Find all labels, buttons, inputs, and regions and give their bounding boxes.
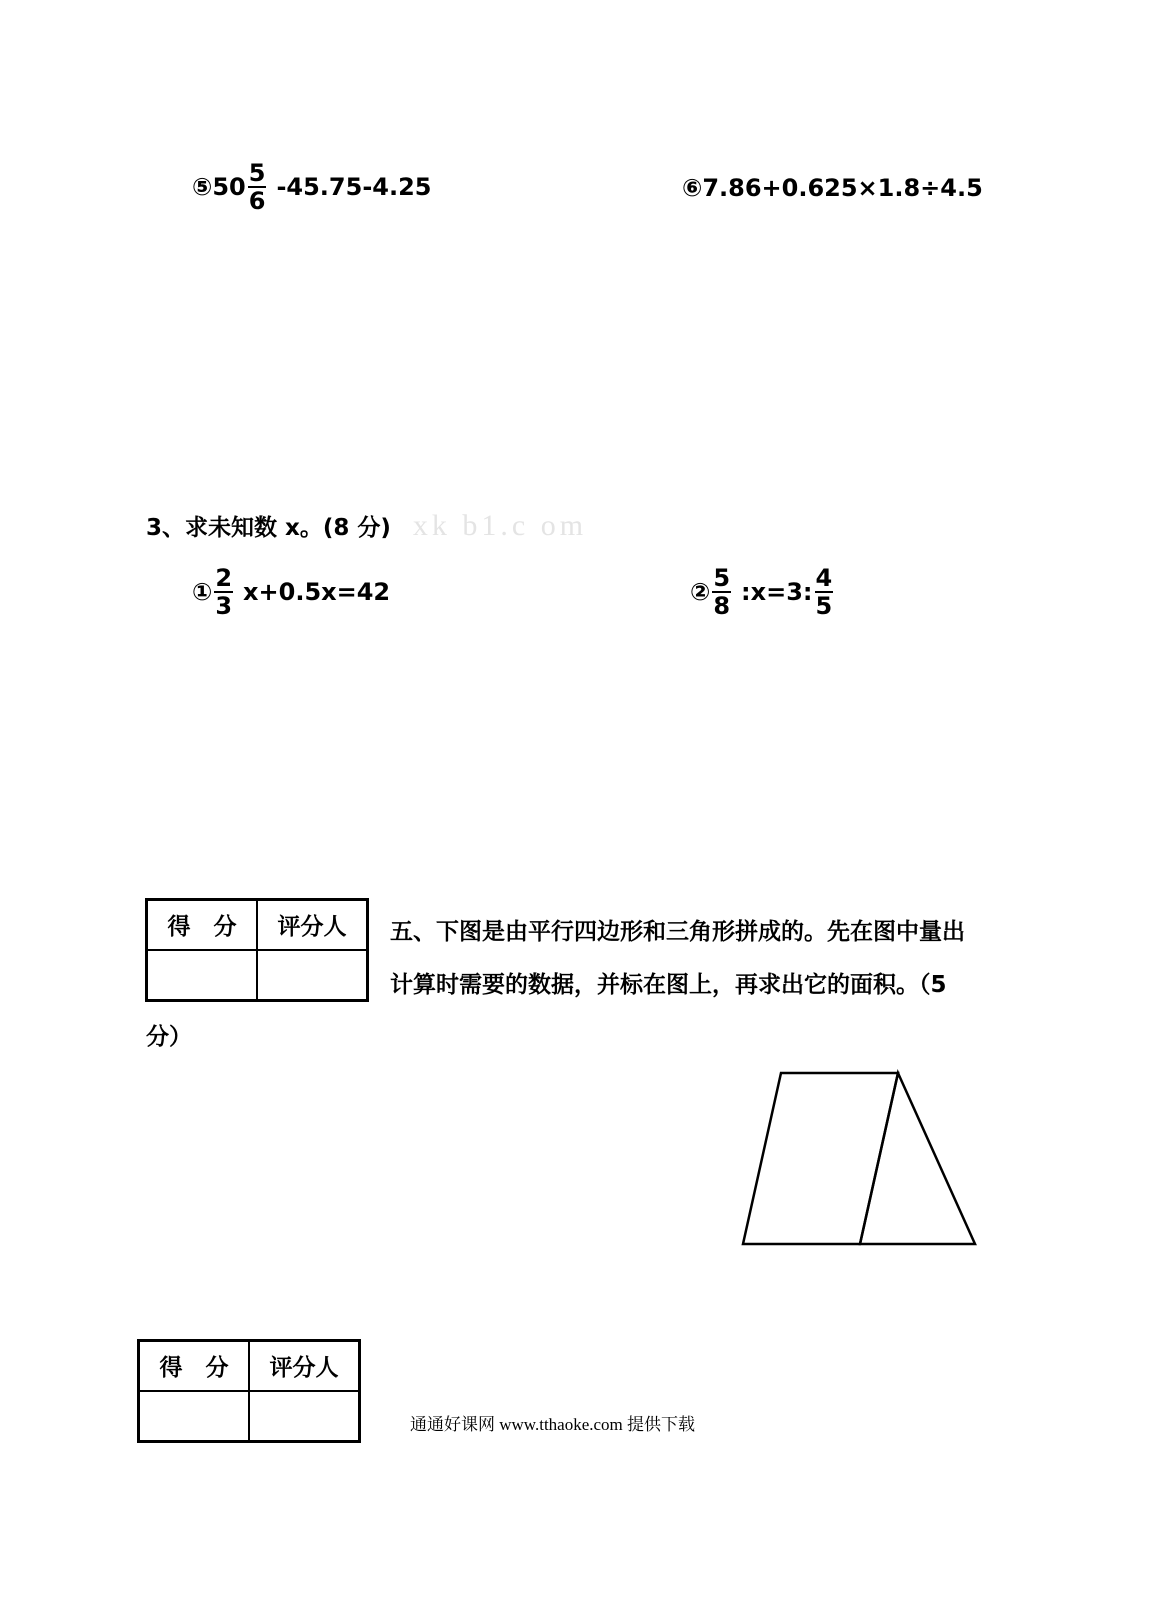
- equation-2-fraction-1: [712, 565, 731, 619]
- grader-cell[interactable]: [249, 1391, 360, 1442]
- fraction-numerator: 5: [713, 564, 731, 592]
- fraction-denominator: 5: [815, 592, 833, 620]
- section-5-line-3: 分）: [146, 1024, 192, 1050]
- section-3-heading: [146, 509, 587, 543]
- fraction-denominator: 8: [713, 592, 731, 620]
- score-label: 得 分: [139, 1341, 250, 1391]
- problem-6: [682, 176, 983, 200]
- score-table: [137, 1339, 361, 1443]
- triangle: [860, 1073, 975, 1244]
- section-5-line-1: 五、下图是由平行四边形和三角形拼成的。先在图中量出: [390, 919, 965, 945]
- problem-6-text: ⑥7.86+0.625×1.8÷4.5: [682, 174, 983, 202]
- watermark-text: xk b1.c om: [412, 509, 588, 542]
- fraction-numerator: 4: [815, 564, 833, 592]
- grader-label: 评分人: [249, 1341, 360, 1391]
- equation-1-fraction: [214, 565, 233, 619]
- problem-5-fraction: [248, 160, 267, 214]
- score-cell[interactable]: [147, 950, 258, 1001]
- score-table: [145, 898, 369, 1002]
- grader-cell[interactable]: [257, 950, 368, 1001]
- problem-5-whole: 50: [212, 173, 246, 201]
- score-cell[interactable]: [139, 1391, 250, 1442]
- equation-2-marker: ②: [690, 578, 711, 606]
- fraction-denominator: 6: [248, 187, 266, 215]
- equation-1-rest: x+0.5x=42: [243, 578, 391, 606]
- equation-1: [192, 565, 390, 619]
- grader-label: 评分人: [257, 900, 368, 950]
- problem-5-marker: ⑤: [192, 173, 213, 201]
- parallelogram-triangle-figure: [735, 1065, 985, 1255]
- equation-2-fraction-2: [815, 565, 834, 619]
- fraction-denominator: 3: [215, 592, 233, 620]
- equation-2-middle: :x=3:: [741, 578, 813, 606]
- fraction-numerator: 5: [248, 159, 266, 187]
- section-3-title: 3、求未知数 x。(8 分): [146, 515, 391, 541]
- footer-text: 通通好课网 www.tthaoke.com 提供下载: [410, 1415, 696, 1434]
- fraction-numerator: 2: [215, 564, 233, 592]
- equation-2: [690, 565, 835, 619]
- problem-5: [192, 160, 432, 214]
- section-5-line-2: 计算时需要的数据，并标在图上，再求出它的面积。（5: [390, 972, 947, 998]
- equation-1-marker: ①: [192, 578, 213, 606]
- problem-5-rest: -45.75-4.25: [276, 173, 432, 201]
- parallelogram: [743, 1073, 898, 1244]
- score-label: 得 分: [147, 900, 258, 950]
